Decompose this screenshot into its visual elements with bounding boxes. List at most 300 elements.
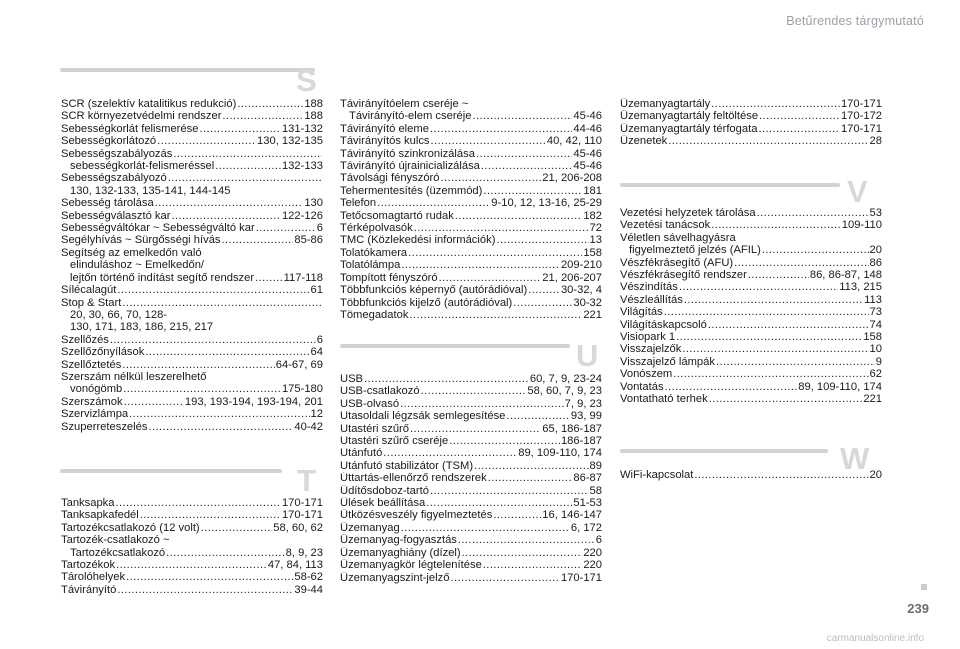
index-entry — [61, 297, 323, 309]
index-entry — [340, 197, 602, 209]
index-entry — [340, 222, 602, 234]
section-s — [61, 98, 323, 433]
index-entry-pages: 175-180 — [281, 383, 323, 396]
index-entry-label: Távirányítós kulcs — [340, 135, 430, 148]
index-entry-label: Vészfékrásegítő (AFU) — [620, 256, 734, 269]
index-entry-label: Vészindítás — [620, 281, 678, 294]
index-entry — [340, 172, 602, 184]
section-letter-v: V — [847, 174, 868, 209]
dot-leader — [496, 234, 588, 246]
watermark: carmanualsonline.info — [826, 633, 924, 644]
index-entry-pages: 6, 172 — [570, 521, 602, 534]
index-entry-label: Tartozékok — [61, 559, 116, 572]
index-entry-label: Üzenetek — [620, 135, 668, 148]
index-entry-label: Sebességszabályozó — [61, 172, 167, 185]
index-entry-label: Vontatható terhek — [620, 393, 708, 406]
dot-leader — [439, 272, 542, 284]
dot-leader — [168, 172, 322, 184]
index-entry — [61, 396, 323, 408]
index-entry-label: USB-olvasó — [340, 397, 400, 410]
index-entry-pages: 39-44 — [294, 583, 323, 596]
index-entry-label: Tartozékcsatlakozó (12 volt) — [61, 521, 200, 534]
index-entry — [340, 110, 602, 122]
dot-leader — [148, 421, 293, 433]
index-entry-label: Világításkapcsoló — [620, 318, 707, 331]
dot-leader — [145, 346, 309, 358]
index-entry — [620, 269, 882, 281]
index-entry — [340, 98, 602, 110]
index-entry-label: Világítás — [620, 306, 663, 319]
index-entry-pages: 6 — [595, 534, 602, 547]
index-entry-pages: 193, 193-194, 193-194, 201 — [184, 395, 323, 408]
index-entry-pages: 58, 60, 62 — [273, 521, 323, 534]
index-entry-label: Telefon — [340, 197, 377, 210]
dot-leader — [400, 398, 564, 410]
index-entry — [61, 110, 323, 122]
index-entry-pages: 170-172 — [840, 110, 882, 123]
dot-leader — [450, 572, 560, 584]
index-entry-label: Üzemanyaghiány (dízel) — [340, 546, 461, 559]
index-entry-label: Üzemanyagszint-jelző — [340, 571, 450, 584]
dot-leader — [493, 509, 541, 521]
index-entry-pages: 72 — [589, 222, 602, 235]
index-entry-pages: 109-110 — [841, 219, 882, 232]
index-entry-pages: 12 — [310, 408, 323, 421]
index-entry-pages: 45-46 — [573, 110, 602, 123]
index-entry — [61, 584, 323, 596]
index-entry-label: Úttartás-ellenőrző rendszerek — [340, 472, 487, 485]
index-entry-pages: 89, 109-110, 174 — [798, 380, 882, 393]
index-entry-pages: 132-133 — [281, 160, 323, 173]
index-entry — [340, 210, 602, 222]
section-divider-s — [60, 68, 315, 72]
index-entry-pages: 21, 206-207 — [542, 271, 602, 284]
index-title: Betűrendes tárgymutató — [786, 14, 924, 28]
index-entry — [61, 522, 323, 534]
index-entry-pages: 117-118 — [283, 271, 323, 284]
index-entry-pages: 45-46 — [573, 147, 602, 160]
dot-leader — [472, 110, 572, 122]
dot-leader — [126, 571, 293, 583]
index-entry-label: Ütközésveszély figyelmeztetés — [340, 509, 493, 522]
dot-leader — [155, 197, 304, 209]
index-entry-pages: 188 — [304, 98, 323, 110]
index-entry — [61, 383, 323, 395]
index-entry — [340, 559, 602, 571]
dot-leader — [506, 410, 569, 422]
index-entry — [340, 160, 602, 172]
dot-leader — [377, 197, 490, 209]
dot-leader — [431, 135, 546, 147]
index-entry — [340, 185, 602, 197]
index-entry — [340, 423, 602, 435]
index-entry-label: Üzemanyagtartály térfogata — [620, 122, 758, 135]
index-entry — [620, 294, 882, 306]
index-entry-label: Tetőcsomagtartó rudak — [340, 209, 454, 222]
index-entry — [620, 306, 882, 318]
dot-leader — [222, 110, 303, 122]
index-entry-label: WiFi-kapcsolat — [620, 469, 694, 481]
index-entry-label: Üzemanyagtartály feltöltése — [620, 110, 759, 123]
dot-leader — [716, 356, 875, 368]
corner-marker — [921, 584, 927, 590]
index-entry-pages: 16, 146-147 — [542, 509, 602, 522]
dot-leader — [237, 98, 303, 110]
dot-leader — [110, 334, 316, 346]
dot-leader — [115, 497, 280, 509]
section-letter-w: W — [840, 441, 870, 476]
index-entry — [61, 346, 323, 358]
index-entry-pages: 40-42 — [294, 420, 323, 433]
index-entry-label: Térképolvasók — [340, 222, 413, 235]
index-entry — [620, 393, 882, 405]
index-entry-pages: 40, 42, 110 — [546, 135, 602, 148]
index-entry-label: Üzemanyagkör légtelenítése — [340, 559, 482, 572]
index-entry-label: 130, 171, 183, 186, 215, 217 — [70, 321, 214, 334]
index-entry-label: Visszajelző lámpák — [620, 355, 715, 368]
index-entry-label: Visszajelzők — [620, 343, 682, 356]
index-entry-label: Vonószem — [620, 368, 673, 381]
index-entry-label: Tehermentesítés (üzemmód) — [340, 184, 483, 197]
index-entry-pages: 170-171 — [840, 98, 882, 110]
dot-leader — [401, 522, 570, 534]
dot-leader — [513, 297, 572, 309]
index-entry — [61, 247, 323, 259]
index-entry-label: Szellőzés — [61, 333, 109, 346]
index-entry — [340, 447, 602, 459]
index-entry-label: Sebességkorlátozó — [61, 135, 157, 148]
index-entry-label: Távirányító szinkronizálása — [340, 147, 475, 160]
index-entry-pages: 45-46 — [573, 160, 602, 173]
index-entry — [620, 207, 882, 219]
index-entry-pages: 113 — [864, 293, 882, 306]
index-entry-label: Tárolóhelyek — [61, 571, 126, 584]
index-entry-pages: 158 — [583, 246, 602, 259]
dot-leader — [430, 485, 589, 497]
index-entry — [340, 472, 602, 484]
index-entry-label: Utastéri szűrő — [340, 422, 410, 435]
index-entry — [61, 408, 323, 420]
index-entry-pages: 60, 7, 9, 23-24 — [529, 373, 602, 385]
dot-leader — [426, 497, 572, 509]
index-entry-pages: 6 — [316, 222, 323, 235]
index-entry-pages: 86-87 — [573, 472, 602, 485]
index-entry — [620, 469, 882, 481]
dot-leader — [762, 244, 869, 256]
index-entry-label: Véletlen sávelhagyásra — [620, 231, 736, 244]
index-entry-pages: 61 — [310, 284, 323, 297]
index-entry-label: Sebesség tárolása — [61, 197, 154, 210]
page-number: 239 — [907, 601, 929, 616]
index-entry-label: Tartozék-csatlakozó ~ — [61, 534, 170, 547]
dot-leader — [122, 359, 274, 371]
index-entry — [340, 572, 602, 584]
dot-leader — [676, 331, 862, 343]
index-entry-label: Vontatás — [620, 380, 664, 393]
index-entry — [620, 244, 882, 256]
index-entry — [61, 284, 323, 296]
dot-leader — [408, 247, 582, 259]
index-entry — [340, 247, 602, 259]
index-entry — [340, 135, 602, 147]
index-entry-label: Szellőztetés — [61, 358, 122, 371]
index-entry-pages: 10 — [869, 343, 882, 356]
section-w — [620, 469, 882, 481]
index-entry — [340, 309, 602, 321]
index-entry-label: Távirányító — [61, 583, 117, 596]
index-entry — [340, 460, 602, 472]
index-entry — [340, 284, 602, 296]
dot-leader — [199, 123, 281, 135]
index-entry-pages: 89, 109-110, 174 — [518, 447, 602, 460]
section-divider-u — [340, 344, 570, 348]
dot-leader — [757, 207, 869, 219]
dot-leader — [668, 135, 868, 147]
index-entry-label: vonógömb — [70, 383, 123, 396]
index-entry-pages: 30-32 — [573, 296, 602, 309]
index-entry-label: lejtőn történő indítást segítő rendszer — [70, 271, 255, 284]
index-entry-pages: 170-171 — [281, 509, 323, 522]
index-entry-pages: 9-10, 12, 13-16, 25-29 — [491, 197, 602, 210]
dot-leader — [462, 547, 583, 559]
index-entry — [340, 522, 602, 534]
index-entry-label: Szerszám nélkül leszerelhető — [61, 370, 207, 383]
dot-leader — [684, 294, 863, 306]
dot-leader — [458, 534, 595, 546]
index-entry-label: Távirányító eleme — [340, 122, 429, 135]
index-entry-pages: 93, 99 — [570, 410, 602, 423]
index-entry-pages: 170-171 — [840, 122, 882, 135]
index-entry-label: Sebességváltókar ~ Sebességváltó kar — [61, 222, 255, 235]
index-entry-pages: 53 — [869, 207, 882, 219]
dot-leader — [673, 368, 868, 380]
dot-leader — [123, 383, 281, 395]
dot-leader — [171, 210, 280, 222]
index-entry — [61, 547, 323, 559]
index-entry-label: Üzemanyagtartály — [620, 98, 711, 110]
index-entry-pages: 170-171 — [560, 571, 602, 584]
index-entry-label: Távirányítóelem cseréje ~ — [340, 98, 469, 110]
index-entry-pages: 58-62 — [294, 571, 323, 584]
index-entry — [61, 309, 323, 321]
index-entry — [620, 356, 882, 368]
index-entry — [620, 319, 882, 331]
index-entry — [61, 371, 323, 383]
index-entry-label: Sílécalagút — [61, 284, 117, 297]
dot-leader — [483, 559, 583, 571]
index-entry-pages: 220 — [583, 559, 602, 572]
index-entry-pages: 30-32, 4 — [560, 284, 602, 297]
index-entry-pages: 86 — [869, 256, 882, 269]
index-entry — [620, 331, 882, 343]
index-entry-label: Vezetési helyzetek tárolása — [620, 207, 756, 219]
index-entry-pages: 20 — [869, 469, 882, 481]
index-entry-label: Üdítősdoboz-tartó — [340, 484, 429, 497]
index-entry-label: Ülések beállítása — [340, 497, 426, 510]
dot-leader — [709, 393, 863, 405]
index-entry — [620, 219, 882, 231]
index-entry-pages: 64 — [310, 346, 323, 359]
dot-leader — [116, 559, 267, 571]
index-entry — [340, 148, 602, 160]
index-entry-label: Távirányító-elem cseréje — [349, 110, 472, 123]
dot-leader — [759, 110, 840, 122]
index-entry-label: Sebességszabályozás — [61, 147, 173, 160]
index-entry — [61, 559, 323, 571]
index-entry-label: Vezetési tanácsok — [620, 219, 711, 232]
index-entry-pages: 130 — [304, 197, 323, 210]
index-entry — [61, 509, 323, 521]
dot-leader — [528, 284, 560, 296]
index-entry-label: Segélyhívás ~ Sürgősségi hívás — [61, 234, 221, 247]
index-entry-pages: 113, 215 — [839, 281, 882, 294]
index-entry — [61, 272, 323, 284]
index-entry — [61, 359, 323, 371]
index-entry-pages: 51-53 — [573, 497, 602, 510]
index-entry — [61, 234, 323, 246]
dot-leader — [401, 259, 560, 271]
dot-leader — [682, 343, 868, 355]
index-entry-pages: 89 — [589, 459, 602, 472]
dot-leader — [483, 185, 582, 197]
index-entry-pages: 58 — [589, 484, 602, 497]
index-entry — [340, 398, 602, 410]
dot-leader — [157, 135, 256, 147]
dot-leader — [665, 381, 798, 393]
index-entry — [620, 123, 882, 135]
index-entry-pages: 85-86 — [294, 234, 323, 247]
index-entry-pages: 20 — [869, 244, 882, 257]
dot-leader — [748, 269, 809, 281]
index-entry-pages: 6 — [316, 333, 323, 346]
index-entry-pages: 122-126 — [281, 209, 323, 222]
index-entry-label: 130, 132-133, 135-141, 144-145 — [70, 184, 231, 197]
dot-leader — [124, 396, 184, 408]
index-entry-label: SCR (szelektív katalitikus redukció) — [61, 98, 237, 110]
index-entry-label: Tompított fényszóró — [340, 271, 438, 284]
index-entry-label: Szerszámok — [61, 395, 123, 408]
index-entry-pages: 47, 84, 113 — [267, 559, 323, 572]
index-entry-label: Stop & Start — [61, 296, 122, 309]
section-t — [61, 497, 323, 596]
index-entry-label: Tömegadatok — [340, 308, 409, 321]
index-entry-pages: 28 — [869, 135, 882, 148]
index-entry — [340, 123, 602, 135]
section-divider-v — [620, 183, 840, 187]
index-entry-pages: 65, 186-187 — [542, 422, 602, 435]
index-entry-label: Sebességkorlát felismerése — [61, 122, 199, 135]
index-entry — [620, 257, 882, 269]
index-entry — [340, 259, 602, 271]
index-entry-pages: 221 — [863, 393, 882, 406]
dot-leader — [694, 469, 868, 481]
dot-leader — [708, 319, 869, 331]
index-entry-pages: 130, 132-135 — [257, 135, 323, 148]
section-letter-u: U — [576, 338, 599, 373]
index-entry-label: USB — [340, 373, 364, 385]
index-entry — [620, 110, 882, 122]
index-entry — [61, 135, 323, 147]
dot-leader — [421, 385, 527, 397]
index-entry — [61, 197, 323, 209]
index-entry-label: Távirányító újrainicializálása — [340, 160, 480, 173]
index-entry — [340, 234, 602, 246]
section-t-continued — [340, 98, 602, 321]
dot-leader — [256, 222, 316, 234]
index-entry-pages: 8, 9, 23 — [285, 546, 323, 559]
index-entry — [61, 259, 323, 271]
index-entry-label: Szellőzőnyílások — [61, 346, 145, 359]
dot-leader — [711, 98, 840, 110]
index-entry-pages: 64-67, 69 — [275, 358, 323, 371]
dot-leader — [215, 160, 281, 172]
dot-leader — [430, 123, 572, 135]
index-entry-pages: 74 — [869, 318, 882, 331]
dot-leader — [414, 222, 589, 234]
index-entry-label: Vészleállítás — [620, 293, 683, 306]
index-entry — [340, 272, 602, 284]
section-letter-s: S — [296, 63, 317, 98]
index-entry — [620, 381, 882, 393]
dot-leader — [364, 373, 529, 385]
dot-leader — [129, 408, 309, 420]
index-entry-pages: 13 — [589, 234, 602, 247]
index-entry — [61, 98, 323, 110]
index-entry — [620, 368, 882, 380]
dot-leader — [173, 148, 322, 160]
dot-leader — [409, 309, 582, 321]
dot-leader — [166, 547, 285, 559]
dot-leader — [255, 272, 283, 284]
index-entry — [340, 534, 602, 546]
index-entry-pages: 62 — [869, 368, 882, 381]
index-entry-label: Vészfékrásegítő rendszer — [620, 269, 747, 282]
index-entry-pages: 9 — [875, 355, 882, 368]
index-entry-label: TMC (Közlekedési információk) — [340, 234, 496, 247]
index-entry — [61, 321, 323, 333]
index-entry-pages: 58, 60, 7, 9, 23 — [527, 385, 602, 398]
dot-leader — [201, 522, 273, 534]
section-u — [340, 373, 602, 584]
index-entry — [340, 485, 602, 497]
dot-leader — [476, 148, 572, 160]
index-entry — [61, 185, 323, 197]
dot-leader — [455, 210, 583, 222]
dot-leader — [481, 160, 572, 172]
index-entry — [340, 509, 602, 521]
index-entry-label: Utánfutó — [340, 447, 383, 460]
index-entry — [620, 232, 882, 244]
index-entry — [340, 547, 602, 559]
dot-leader — [140, 509, 281, 521]
section-divider-t — [60, 469, 282, 473]
index-entry — [61, 148, 323, 160]
index-entry — [620, 343, 882, 355]
index-entry-pages: 158 — [863, 331, 882, 344]
dot-leader — [441, 172, 542, 184]
section-divider-w — [620, 449, 828, 453]
index-entry-label: Segítség az emelkedőn való — [61, 246, 202, 259]
index-entry-pages: 220 — [583, 546, 602, 559]
dot-leader — [488, 472, 573, 484]
index-entry — [61, 534, 323, 546]
index-entry-label: Tolatólámpa — [340, 259, 401, 272]
section-u-continued — [620, 98, 882, 148]
index-entry-pages: 209-210 — [560, 259, 602, 272]
index-entry-label: Utánfutó stabilizátor (TSM) — [340, 459, 474, 472]
index-entry-pages: 188 — [304, 110, 323, 123]
index-entry-pages: 182 — [583, 209, 602, 222]
